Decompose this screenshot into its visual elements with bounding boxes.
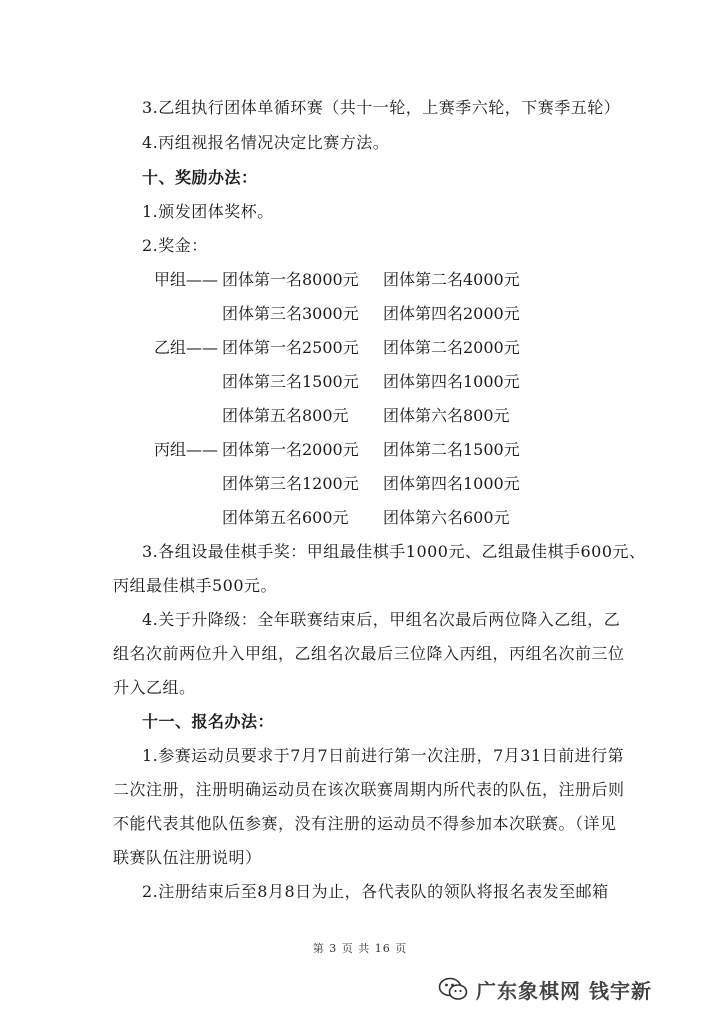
paragraph-line: 4.关于升降级：全年联赛结束后，甲组名次最后两位降入乙组，乙 — [142, 610, 621, 629]
prize-item: 团体第一名8000元 — [222, 270, 359, 289]
watermark — [438, 975, 652, 1003]
prize-item: 团体第二名1500元 — [383, 440, 520, 459]
paragraph-line: 3.各组设最佳棋手奖：甲组最佳棋手1000元、乙组最佳棋手600元、 — [142, 542, 646, 561]
prize-group-label: 甲组—— — [154, 270, 219, 289]
paragraph-line: 组名次前两位升入甲组，乙组名次最后三位降入丙组，丙组名次前三位 — [113, 644, 625, 663]
prize-item: 团体第一名2500元 — [222, 338, 359, 357]
prize-item: 团体第四名1000元 — [383, 372, 520, 391]
paragraph-line: 3.乙组执行团体单循环赛（共十一轮，上赛季六轮，下赛季五轮） — [142, 98, 621, 117]
prize-item: 团体第五名600元 — [222, 508, 349, 527]
section-heading-11: 十一、报名办法： — [142, 712, 275, 731]
paragraph-line: 联赛队伍注册说明） — [113, 848, 262, 867]
section-heading-10: 十、奖励办法： — [142, 168, 258, 187]
prize-item: 团体第四名1000元 — [383, 474, 520, 493]
paragraph-line: 2.注册结束后至8月8日为止，各代表队的领队将报名表发至邮箱 — [142, 882, 609, 901]
page-footer: 第 3 页 共 16 页 — [312, 942, 408, 955]
paragraph-line: 升入乙组。 — [113, 678, 196, 697]
prize-group-label: 乙组—— — [154, 338, 219, 357]
watermark-text: 广东象棋网 钱宇新 — [476, 978, 652, 1003]
prize-item: 团体第四名2000元 — [383, 304, 520, 323]
wechat-icon — [438, 976, 468, 1002]
prize-item: 团体第六名600元 — [383, 508, 510, 527]
paragraph-line: 1.颁发团体奖杯。 — [142, 202, 274, 221]
paragraph-line: 不能代表其他队伍参赛，没有注册的运动员不得参加本次联赛。（详见 — [113, 814, 617, 833]
prize-item: 团体第六名800元 — [383, 406, 510, 425]
prize-group-label: 丙组—— — [154, 440, 219, 459]
paragraph-line: 丙组最佳棋手500元。 — [113, 576, 278, 595]
paragraph-line: 二次注册，注册明确运动员在该次联赛周期内所代表的队伍，注册后则 — [113, 780, 625, 799]
prize-item: 团体第二名4000元 — [383, 270, 520, 289]
paragraph-line: 4.丙组视报名情况决定比赛方法。 — [142, 133, 390, 152]
prize-item: 团体第一名2000元 — [222, 440, 359, 459]
prize-item: 团体第二名2000元 — [383, 338, 520, 357]
prize-item: 团体第三名1200元 — [222, 474, 359, 493]
paragraph-line: 2.奖金： — [142, 236, 208, 255]
prize-item: 团体第三名3000元 — [222, 304, 359, 323]
prize-item: 团体第三名1500元 — [222, 372, 359, 391]
paragraph-line: 1.参赛运动员要求于7月7日前进行第一次注册，7月31日前进行第 — [142, 746, 625, 765]
prize-item: 团体第五名800元 — [222, 406, 349, 425]
